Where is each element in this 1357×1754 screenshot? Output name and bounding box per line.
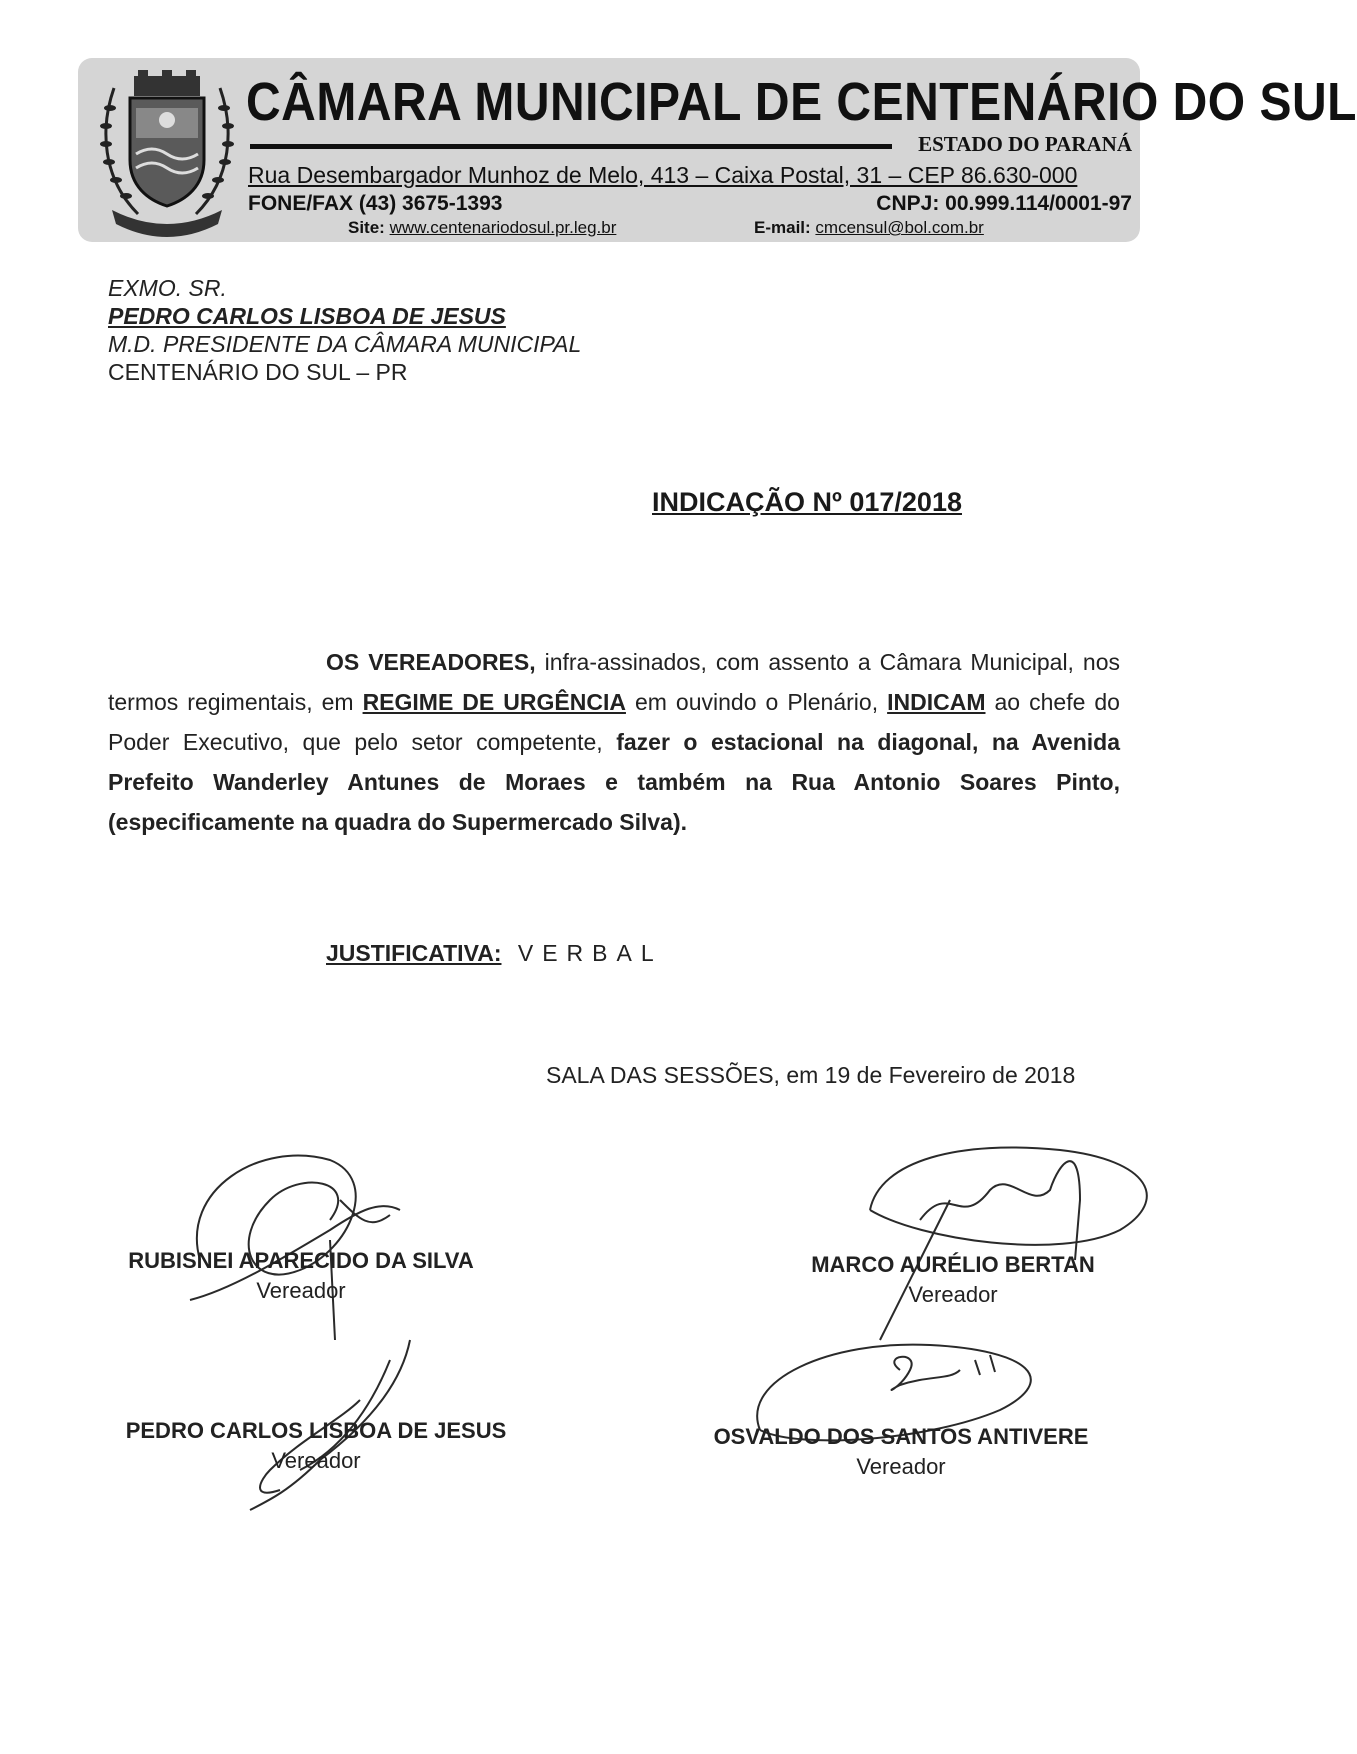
justification-value: VERBAL <box>517 940 663 966</box>
body-paragraph <box>108 642 1120 842</box>
letterhead <box>78 58 1357 242</box>
signatory-role: Vereador <box>256 1278 346 1303</box>
signatory-pedro <box>96 1418 536 1474</box>
addressee-title: M.D. PRESIDENTE DA CÂMARA MUNICIPAL <box>108 331 582 357</box>
salutation: EXMO. SR. <box>108 275 227 301</box>
signatory-name: PEDRO CARLOS LISBOA DE JESUS <box>125 1418 507 1443</box>
postal-address: Rua Desembargador Munhoz de Melo, 413 – Caixa Postal, 31 – CEP 86.630-000 <box>248 162 1078 188</box>
addressee-city: CENTENÁRIO DO SUL – PR <box>108 359 408 385</box>
state-name: ESTADO DO PARANÁ <box>918 132 1132 156</box>
cnpj-number: CNPJ: 00.999.114/0001-97 <box>876 192 1132 215</box>
email-link[interactable]: cmcensul@bol.com.br <box>815 218 984 237</box>
signatory-name: OSVALDO DOS SANTOS ANTIVERE <box>713 1424 1089 1449</box>
addressee-block <box>108 274 581 386</box>
body-text-1: infra-assinados, com assento a Câmara Municipal, nos termos regimentais, em <box>108 649 1120 715</box>
document-title: INDICAÇÃO Nº 017/2018 <box>652 487 962 517</box>
website-line <box>348 218 616 238</box>
signatory-marco <box>780 1252 1126 1308</box>
body-text-2: em ouvindo o Plenário, <box>625 689 888 715</box>
signatory-name: MARCO AURÉLIO BERTAN <box>811 1252 1095 1277</box>
signatory-name: RUBISNEI APARECIDO DA SILVA <box>128 1248 474 1273</box>
vereadores-lead: OS VEREADORES, <box>326 649 536 675</box>
organization-name: CÂMARA MUNICIPAL DE CENTENÁRIO DO SUL <box>246 73 1357 133</box>
body-text-3: ao chefe do Poder Executivo, que pelo setor competente, <box>108 689 1120 755</box>
site-link[interactable]: www.centenariodosul.pr.leg.br <box>389 218 617 237</box>
signatory-role: Vereador <box>908 1282 998 1307</box>
phone-fax: FONE/FAX (43) 3675-1393 <box>248 192 503 215</box>
signatory-role: Vereador <box>271 1448 361 1473</box>
request-detail: fazer o estacional na diagonal, na Avenida Prefeito Wanderley Antunes de Moraes e também na Rua Antonio Soares Pinto, (especificamente na quadra do Supermercado Silva). <box>108 729 1120 835</box>
header-rule <box>250 144 892 149</box>
justification-line <box>326 940 663 967</box>
site-label: Site: <box>348 218 385 237</box>
municipal-crest-logo <box>92 68 242 232</box>
urgency-regime: REGIME DE URGÊNCIA <box>362 689 626 715</box>
signatory-osvaldo <box>686 1424 1116 1480</box>
session-date: SALA DAS SESSÕES, em 19 de Fevereiro de 2018 <box>546 1062 1076 1088</box>
addressee-name: PEDRO CARLOS LISBOA DE JESUS <box>108 303 506 329</box>
signatory-role: Vereador <box>856 1454 946 1479</box>
email-label: E-mail: <box>754 218 811 237</box>
justification-label: JUSTIFICATIVA: <box>326 940 502 966</box>
signatory-rubisnei <box>96 1248 506 1304</box>
email-line <box>754 218 984 238</box>
indicam-word: INDICAM <box>887 689 986 715</box>
